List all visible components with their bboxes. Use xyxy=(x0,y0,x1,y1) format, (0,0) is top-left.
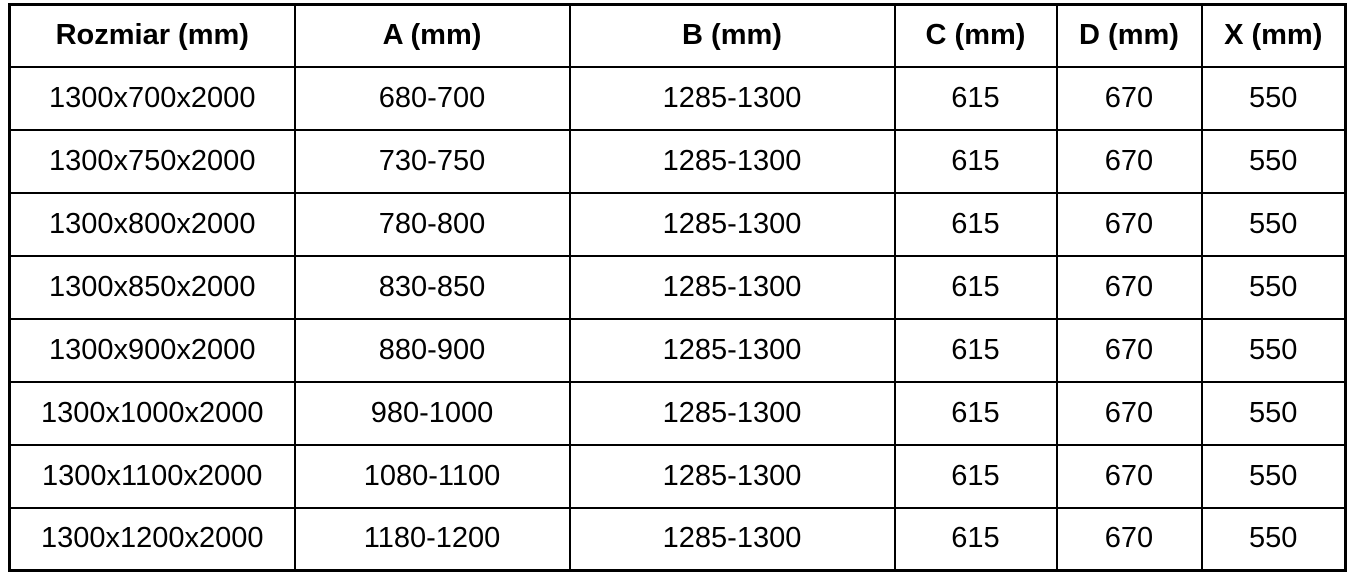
table-cell: 615 xyxy=(895,67,1057,130)
table-cell: 1285-1300 xyxy=(570,319,895,382)
table-cell: 1285-1300 xyxy=(570,67,895,130)
table-row xyxy=(10,5,1346,67)
table-cell: 670 xyxy=(1057,193,1202,256)
table-cell: 1285-1300 xyxy=(570,508,895,571)
table-cell: 730-750 xyxy=(295,130,570,193)
table-cell: 615 xyxy=(895,193,1057,256)
table-row xyxy=(10,445,1346,508)
column-header: A (mm) xyxy=(295,5,570,67)
table-row xyxy=(10,130,1346,193)
table-cell: 780-800 xyxy=(295,193,570,256)
table-cell: 550 xyxy=(1202,319,1346,382)
table-cell: 1300x1200x2000 xyxy=(10,508,295,571)
table-row xyxy=(10,508,1346,571)
table-row xyxy=(10,193,1346,256)
table-row xyxy=(10,319,1346,382)
table-cell: 1180-1200 xyxy=(295,508,570,571)
table-body xyxy=(10,67,1346,571)
table-cell: 1300x1100x2000 xyxy=(10,445,295,508)
table-cell: 1285-1300 xyxy=(570,256,895,319)
column-header: Rozmiar (mm) xyxy=(10,5,295,67)
table-cell: 1300x700x2000 xyxy=(10,67,295,130)
table-cell: 550 xyxy=(1202,193,1346,256)
table-cell: 550 xyxy=(1202,445,1346,508)
table-cell: 1285-1300 xyxy=(570,130,895,193)
table-header-row xyxy=(10,5,1346,67)
table-cell: 830-850 xyxy=(295,256,570,319)
table-cell: 670 xyxy=(1057,445,1202,508)
table-row xyxy=(10,382,1346,445)
table-cell: 550 xyxy=(1202,382,1346,445)
table-cell: 615 xyxy=(895,256,1057,319)
column-header: D (mm) xyxy=(1057,5,1202,67)
table-row xyxy=(10,67,1346,130)
table-cell: 670 xyxy=(1057,382,1202,445)
table-cell: 1080-1100 xyxy=(295,445,570,508)
column-header: C (mm) xyxy=(895,5,1057,67)
table-cell: 670 xyxy=(1057,319,1202,382)
table-cell: 670 xyxy=(1057,67,1202,130)
table-cell: 615 xyxy=(895,508,1057,571)
table-cell: 550 xyxy=(1202,256,1346,319)
table-cell: 1285-1300 xyxy=(570,193,895,256)
table-cell: 680-700 xyxy=(295,67,570,130)
table-cell: 550 xyxy=(1202,508,1346,571)
table-cell: 1285-1300 xyxy=(570,445,895,508)
table-cell: 550 xyxy=(1202,130,1346,193)
table-cell: 1300x850x2000 xyxy=(10,256,295,319)
size-dimensions-table xyxy=(8,3,1347,572)
table-cell: 670 xyxy=(1057,508,1202,571)
table-cell: 615 xyxy=(895,445,1057,508)
table-cell: 615 xyxy=(895,319,1057,382)
table-cell: 615 xyxy=(895,382,1057,445)
table-cell: 1300x900x2000 xyxy=(10,319,295,382)
table-cell: 670 xyxy=(1057,256,1202,319)
table-cell: 615 xyxy=(895,130,1057,193)
table-cell: 1285-1300 xyxy=(570,382,895,445)
table-cell: 880-900 xyxy=(295,319,570,382)
table-cell: 1300x1000x2000 xyxy=(10,382,295,445)
column-header: B (mm) xyxy=(570,5,895,67)
table-cell: 670 xyxy=(1057,130,1202,193)
column-header: X (mm) xyxy=(1202,5,1346,67)
table-cell: 1300x750x2000 xyxy=(10,130,295,193)
table-cell: 1300x800x2000 xyxy=(10,193,295,256)
table-cell: 550 xyxy=(1202,67,1346,130)
table-row xyxy=(10,256,1346,319)
table-cell: 980-1000 xyxy=(295,382,570,445)
